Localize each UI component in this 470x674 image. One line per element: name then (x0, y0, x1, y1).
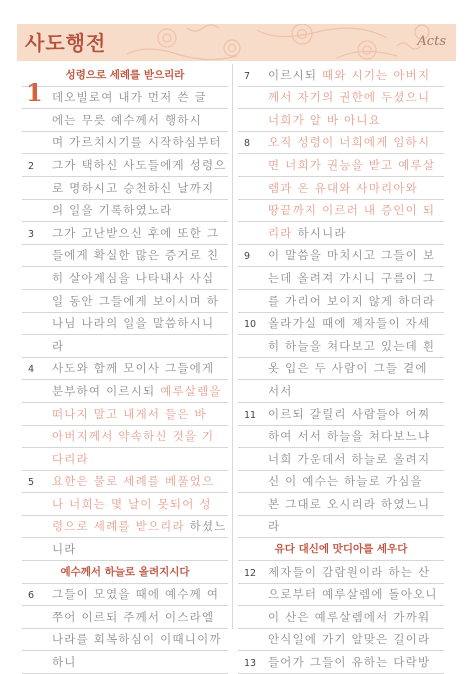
verse-number: 12 (244, 567, 257, 579)
verse-number: 3 (28, 228, 35, 240)
text-line (22, 313, 228, 336)
verse-line-text: 는데 올려져 가시니 구름이 그 (268, 270, 436, 285)
plain-text: 분부하여 이르시되 (52, 383, 161, 398)
verse-line-text: 신 이 예수는 하늘로 가심을 (268, 474, 423, 489)
verse-number: 6 (28, 590, 35, 602)
verse-number: 10 (244, 319, 257, 331)
text-line (22, 606, 228, 629)
text-line (238, 200, 444, 223)
text-line (238, 109, 444, 132)
left-column (22, 64, 228, 674)
text-line (238, 606, 444, 629)
book-title-english: Acts (417, 34, 446, 49)
text-line (22, 335, 228, 358)
text-line (22, 403, 228, 426)
text-line (22, 471, 228, 494)
text-line (22, 584, 228, 607)
text-line (238, 516, 444, 539)
text-line (238, 313, 444, 336)
text-line (22, 267, 228, 290)
plain-text: 하셨느 (189, 519, 227, 534)
verse-number: 8 (244, 138, 251, 150)
verse-line-text: 니라 (52, 542, 77, 557)
verse-line-text: 에는 무릇 예수께서 행하시 (52, 112, 202, 127)
verse-line-text: 너희가 알 바 아니요 (268, 112, 382, 127)
verse-line-text: 올라가실 때에 제자들이 자세 (268, 316, 431, 331)
section-heading-row (238, 538, 444, 561)
verse-line-text: 라 (52, 338, 65, 353)
verse-line-text: 며 가르치시기를 시작하심부터 (52, 135, 222, 150)
text-line (22, 154, 228, 177)
text-line (22, 109, 228, 132)
verse-line-text: 땅끝까지 이르러 내 증인이 되 (268, 203, 436, 218)
chapter-number: 1 (26, 78, 43, 108)
verse-line-text: 면 너희가 권능을 받고 예루살 (268, 157, 436, 172)
verse-line-text: 요한은 물로 세례를 베풀었으 (52, 474, 215, 489)
text-line (22, 290, 228, 313)
verse-line-text: 의 일을 기록하였노라 (52, 203, 173, 218)
text-line (22, 132, 228, 155)
text-line (238, 584, 444, 607)
verse-line-text (52, 518, 227, 534)
verse-line-text: 히 살아계심을 나타내사 사십 (52, 270, 215, 285)
text-line (238, 177, 444, 200)
verse-line-text: 나님 나라의 일을 말씀하시니 (52, 316, 215, 331)
text-line (238, 87, 444, 110)
verse-line-text: 제자들이 감람원이라 하는 산 (268, 564, 431, 579)
verse-line-text: 그가 택하신 사도들에게 성령으 (52, 157, 227, 172)
verse-number: 7 (244, 70, 251, 82)
verse-line-text: 옷 입은 두 사람이 그들 곁에 (268, 361, 428, 376)
verse-line-text: 이 산은 예루살렘에서 가까워 (268, 609, 431, 624)
text-line (22, 358, 228, 381)
verse-line-text (268, 225, 347, 241)
text-line (238, 222, 444, 245)
text-line (22, 222, 228, 245)
text-line (238, 358, 444, 381)
section-heading-row (22, 64, 228, 87)
verse-number: 5 (28, 477, 35, 489)
verse-number: 2 (28, 160, 35, 172)
text-line (238, 561, 444, 584)
text-line (22, 448, 228, 471)
verse-line-text: 아버지께서 약속하신 것을 기 (52, 429, 215, 444)
verse-line-text (52, 383, 222, 399)
verse-line-text: 로 명하시고 승천하신 날까지 (52, 180, 215, 195)
text-line (238, 290, 444, 313)
verse-number: 9 (244, 251, 251, 263)
highlighted-text: 때와 시기는 아버지 (322, 67, 431, 82)
verse-line-text: 나라를 회복하심이 이때니이까 (52, 632, 222, 647)
verse-line-text: 께서 자기의 권한에 두셨으니 (268, 90, 431, 105)
page-header (17, 24, 456, 61)
section-heading: 유다 대신에 맛디아를 세우다 (274, 543, 408, 556)
text-line (22, 538, 228, 561)
verse-line-text: 일 동안 그들에게 보이시며 하 (52, 293, 220, 308)
verse-line-text: 하니 (52, 655, 77, 670)
verse-line-text: 들에게 확실한 많은 증거로 친 (52, 248, 220, 263)
text-line (238, 426, 444, 449)
verse-line-text: 오직 성령이 너희에게 임하시 (268, 135, 431, 150)
text-line (22, 516, 228, 539)
text-line (22, 651, 228, 674)
text-line (238, 245, 444, 268)
text-line (238, 471, 444, 494)
text-line (238, 64, 444, 87)
text-line (238, 651, 444, 674)
text-line (22, 245, 228, 268)
verse-line-text: 그들이 모였을 때에 예수께 여 (52, 587, 220, 602)
verse-line-text (268, 67, 430, 83)
text-line (22, 629, 228, 652)
right-column (238, 64, 444, 674)
verse-number: 13 (244, 658, 257, 670)
verse-line-text: 그가 고난받으신 후에 또한 그 (52, 225, 220, 240)
book-title: 사도행전 (25, 31, 107, 55)
verse-line-text: 너희 가운데서 하늘로 올려지 (268, 451, 431, 466)
text-line (22, 426, 228, 449)
verse-line-text: 본 그대로 오시리라 하였느니 (268, 496, 431, 511)
highlighted-text: 령으로 세례를 받으리라 (52, 519, 190, 534)
verse-line-text: 떠나지 말고 내게서 들은 바 (52, 406, 207, 421)
highlighted-text: 예루살렘을 (160, 383, 222, 398)
section-heading: 예수께서 하늘로 올려지시다 (60, 565, 190, 578)
text-line (238, 335, 444, 358)
section-heading-row (22, 561, 228, 584)
plain-text: 하시니라 (297, 225, 347, 240)
text-line (22, 78, 228, 110)
text-line (22, 493, 228, 516)
verse-line-text: 히 하늘을 쳐다보고 있는데 흰 (268, 338, 436, 353)
verse-line-text: 안식일에 가기 알맞은 길이라 (268, 632, 431, 647)
column-divider (232, 64, 233, 629)
text-line (238, 493, 444, 516)
plain-text: 이르시되 (268, 67, 323, 82)
verse-number: 11 (244, 409, 257, 421)
text-line (238, 629, 444, 652)
text-line (238, 154, 444, 177)
text-line (238, 448, 444, 471)
verse-line-text: 이 말씀을 마치시고 그들이 보 (268, 248, 436, 263)
text-line (238, 267, 444, 290)
highlighted-text: 리라 (268, 225, 298, 240)
verse-line-text: 쭈어 이르되 주께서 이스라엘 (52, 609, 215, 624)
verse-line-text: 다리라 (52, 451, 89, 466)
text-line (22, 177, 228, 200)
verse-line-text: 으로부터 예루살렘에 돌아오니 (268, 587, 438, 602)
text-line (22, 380, 228, 403)
section-heading: 성령으로 세례를 받으리라 (65, 68, 185, 81)
verse-line-text: 를 가리어 보이지 않게 하더라 (268, 293, 436, 308)
verse-line-text: 들어가 그들이 유하는 다락방 (268, 655, 431, 670)
verse-line-text: 사도와 함께 모이사 그들에게 (52, 361, 215, 376)
verse-line-text: 하여 서서 하늘을 쳐다보느냐 (268, 429, 431, 444)
text-line (238, 380, 444, 403)
verse-line-text: 서서 (268, 383, 293, 398)
text-line (238, 132, 444, 155)
verse-line-text: 나 너희는 몇 날이 못되어 성 (52, 496, 212, 511)
text-line (22, 200, 228, 223)
text-line (238, 403, 444, 426)
verse-line-text: 이르되 갈릴리 사람들아 어찌 (268, 406, 431, 421)
verse-number: 4 (28, 364, 35, 376)
verse-line-text: 데오빌로여 내가 먼저 쓴 글 (52, 90, 207, 105)
verse-line-text: 라 (268, 519, 281, 534)
verse-line-text: 렘과 온 유대와 사마리아와 (268, 180, 418, 195)
